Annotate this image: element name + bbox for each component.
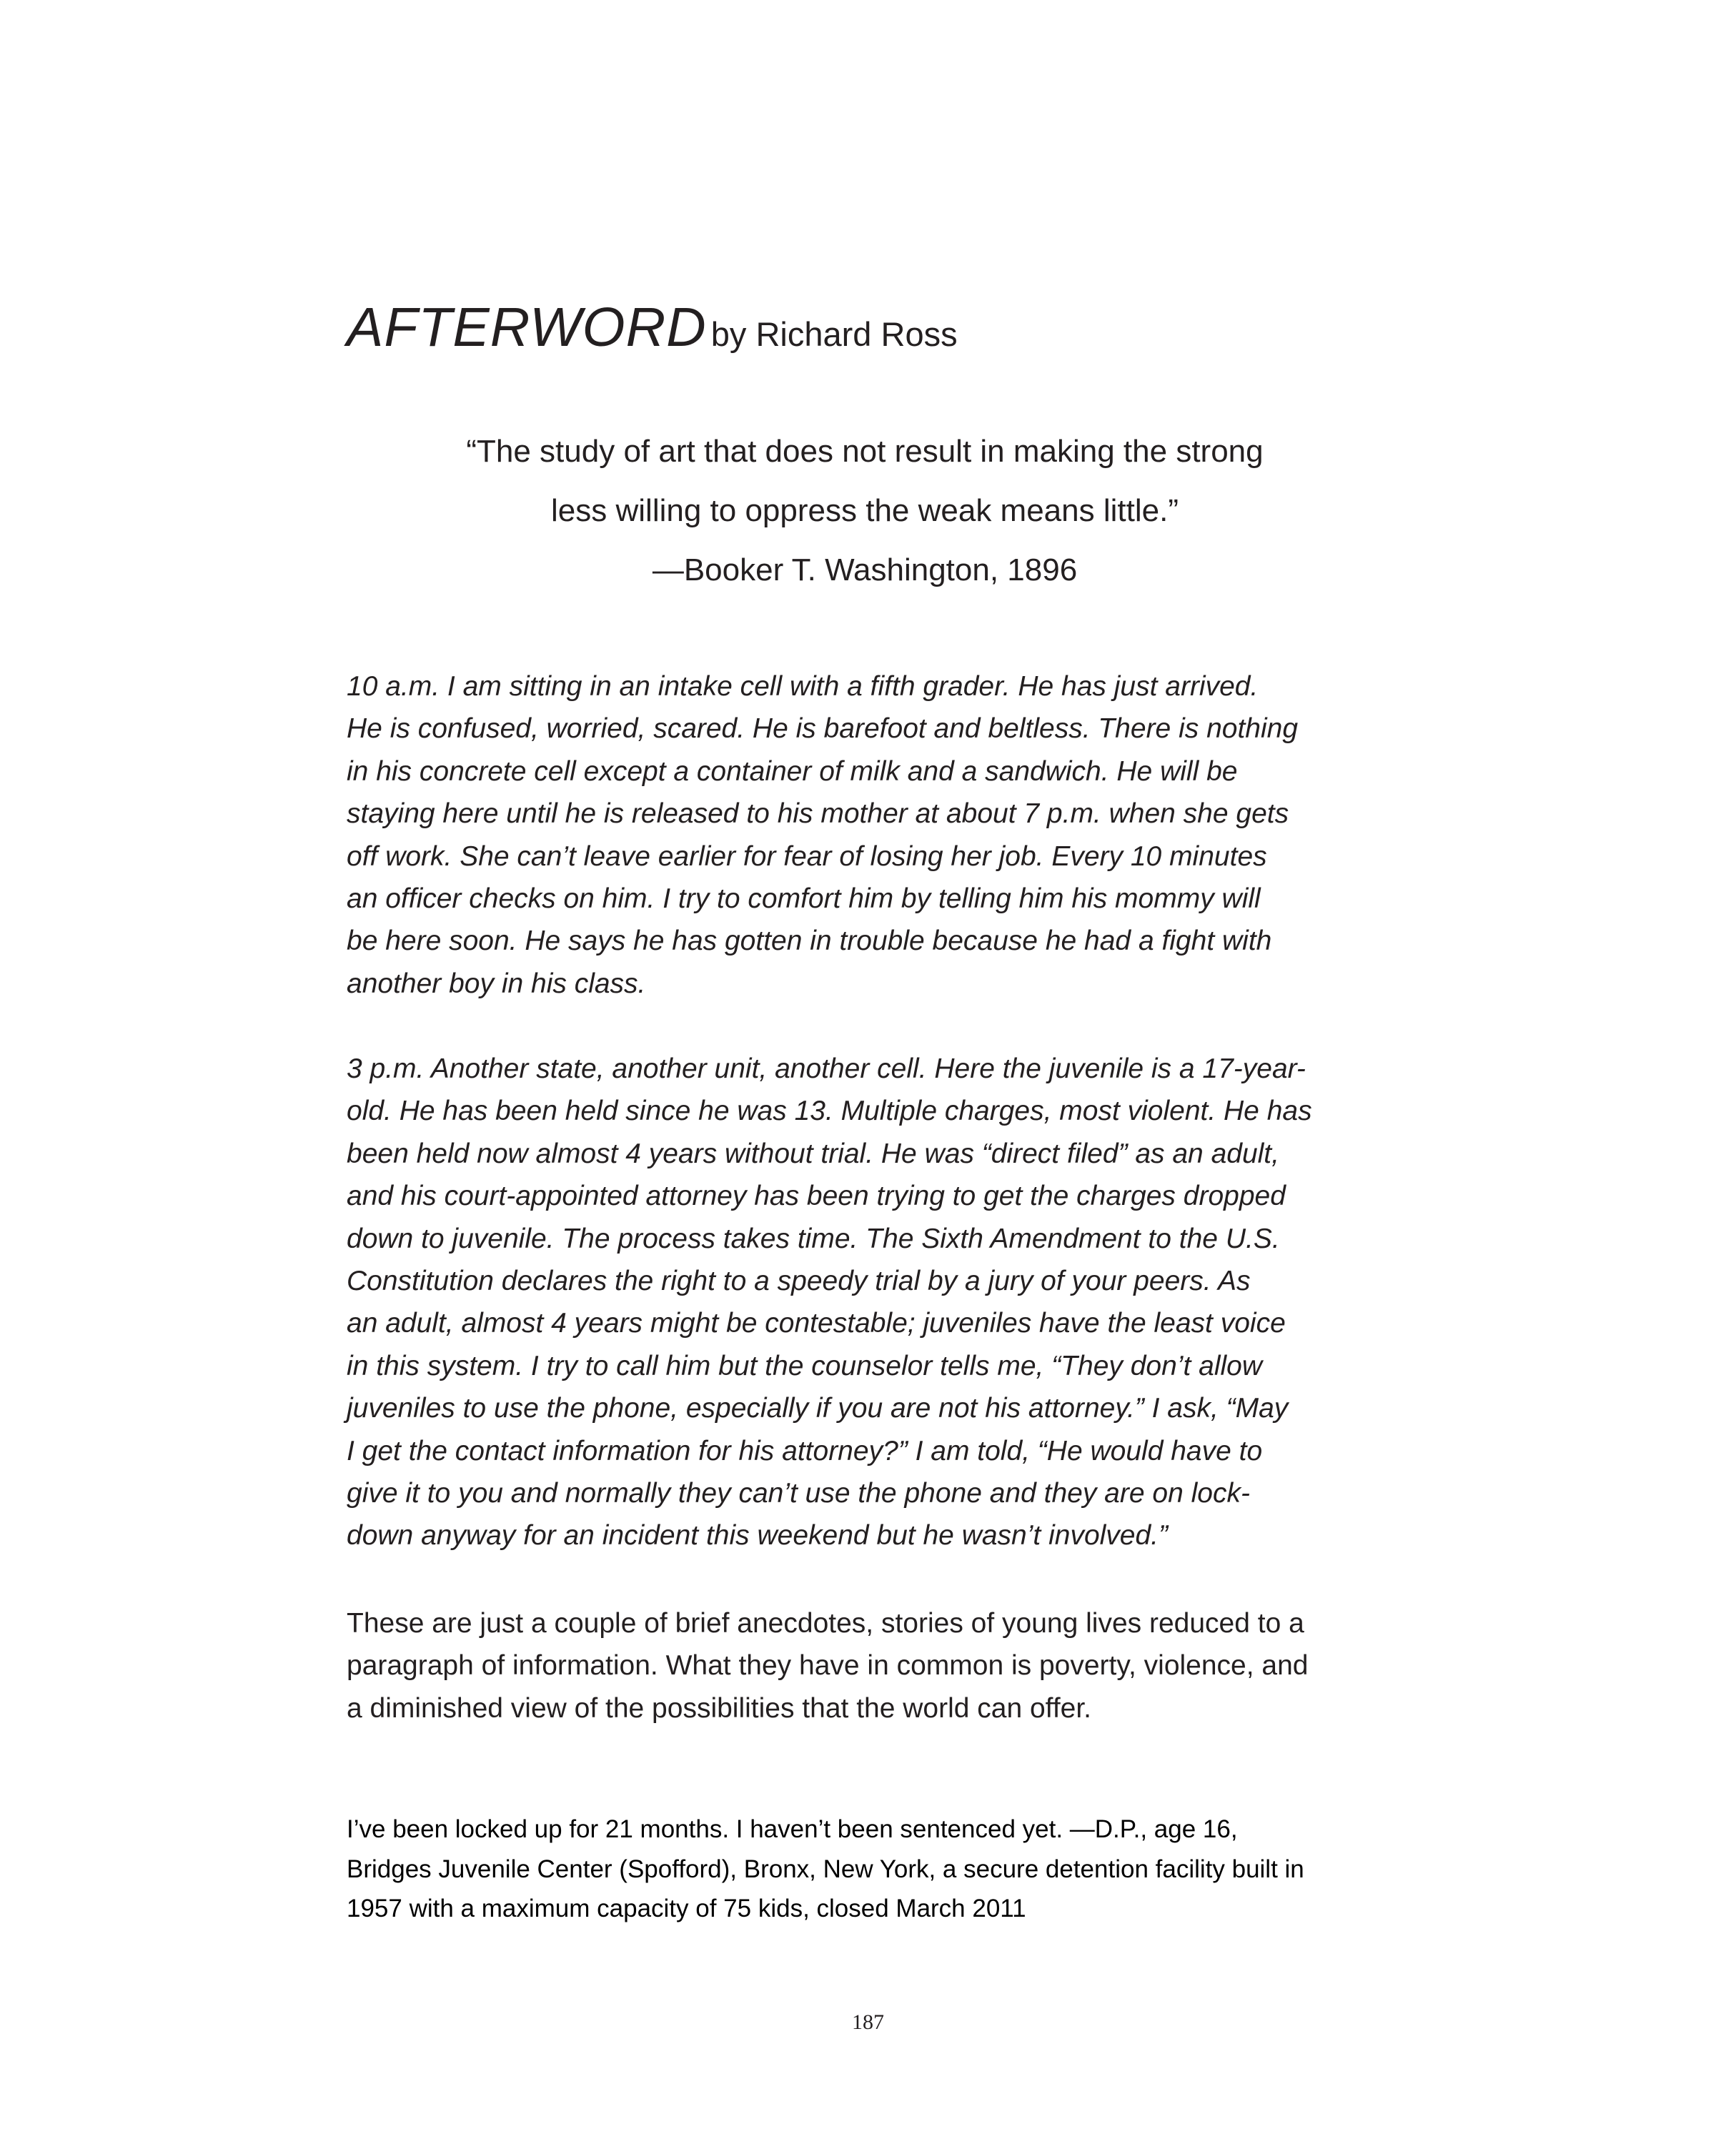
photo-caption [347,1810,1404,1929]
text-line: old. He has been held since he was 13. Multiple charges, most violent. He has [347,1096,1312,1127]
text-line: an adult, almost 4 years might be contestable; juveniles have the least voice [347,1308,1286,1339]
page-number: 187 [852,2010,884,2034]
text-line: He is confused, worried, scared. He is barefoot and beltless. There is nothing [347,713,1299,745]
text-line: I get the contact information for his attorney?” I am told, “He would have to [347,1435,1263,1466]
epigraph-line: “The study of art that does not result in making the strong [466,434,1264,469]
text-line: juveniles to use the phone, especially if you are not his attorney.” I ask, “May [347,1393,1289,1424]
epigraph-line: less willing to oppress the weak means little.” [551,493,1179,528]
author-byline: by Richard Ross [710,315,958,353]
anecdote-paragraph-1 [347,665,1404,1005]
text-line: and his court-appointed attorney has been trying to get the charges dropped [347,1181,1286,1212]
text-line: an officer checks on him. I try to comfort him by telling him his mommy will [347,883,1261,915]
summary-paragraph [347,1602,1404,1729]
text-line: be here soon. He says he has gotten in trouble because he had a fight with [347,925,1272,957]
chapter-heading [347,297,958,358]
caption-line: Bridges Juvenile Center (Spofford), Bronx, New York, a secure detention facility built in [347,1855,1304,1883]
text-line: off work. She can’t leave earlier for fear of losing her job. Every 10 minutes [347,840,1267,872]
text-line: 3 p.m. Another state, another unit, another cell. Here the juvenile is a 17-year- [347,1053,1306,1084]
text-line: a diminished view of the possibilities that the world can offer. [347,1692,1092,1724]
epigraph-quote [347,422,1383,600]
text-line: paragraph of information. What they have in common is poverty, violence, and [347,1650,1309,1682]
caption-line: I’ve been locked up for 21 months. I haven’t been sentenced yet. —D.P., age 16, [347,1815,1238,1843]
chapter-title: AFTERWORD [347,297,707,358]
text-line: give it to you and normally they can’t use the phone and they are on lock- [347,1478,1250,1509]
anecdote-paragraph-2 [347,1048,1404,1557]
text-line: down anyway for an incident this weekend but he wasn’t involved.” [347,1520,1168,1552]
text-line: another boy in his class. [347,968,646,999]
text-line: in this system. I try to call him but the counselor tells me, “They don’t allow [347,1350,1263,1381]
text-line: These are just a couple of brief anecdotes, stories of young lives reduced to a [347,1608,1304,1639]
caption-line: 1957 with a maximum capacity of 75 kids, closed March 2011 [347,1895,1026,1922]
text-line: in his concrete cell except a container of milk and a sandwich. He will be [347,755,1238,787]
text-line: been held now almost 4 years without trial. He was “direct filed” as an adult, [347,1138,1279,1169]
text-line: down to juvenile. The process takes time. The Sixth Amendment to the U.S. [347,1223,1280,1254]
text-line: Constitution declares the right to a speedy trial by a jury of your peers. As [347,1266,1251,1297]
text-line: 10 a.m. I am sitting in an intake cell with a fifth grader. He has just arrived. [347,671,1259,702]
epigraph-attribution: —Booker T. Washington, 1896 [652,552,1078,587]
text-line: staying here until he is released to his mother at about 7 p.m. when she gets [347,798,1289,830]
